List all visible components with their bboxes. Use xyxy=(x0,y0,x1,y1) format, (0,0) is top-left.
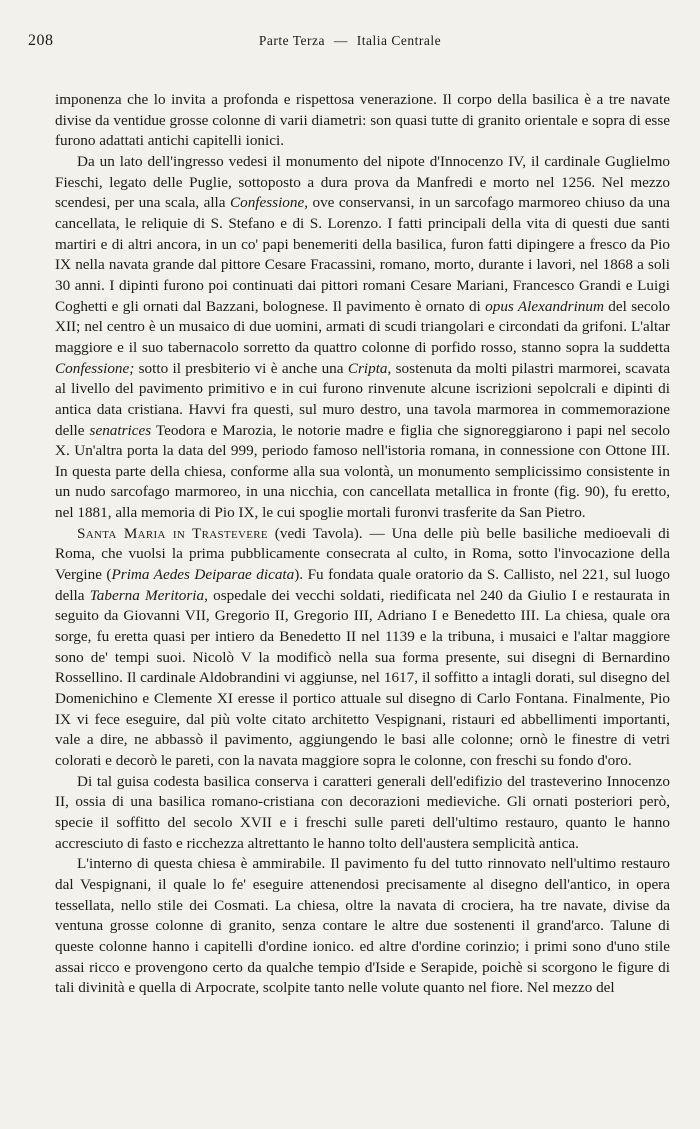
text-run: del secolo XII; nel centro è un musaico di due uomini, armati di scudi triangolari e circondati da grifoni. L'altar maggiore e il suo tabernacolo sorretto da quattro colonne di porfido rosso, stanno sopra la suddetta xyxy=(55,297,671,356)
small-caps-heading: Santa Maria in Trastevere xyxy=(77,524,268,542)
italic-text: Taberna Meritoria xyxy=(89,586,205,604)
italic-text: opus Alexandrinum xyxy=(485,297,604,315)
text-run: L'interno di questa chiesa è ammirabile. Il pavimento fu del tutto rinnovato nell'ultimo restauro dal Vespignani, il quale lo fe' eseguire attenendosi precisamente al disegno dell'antico, in opera tessellata, nello stile dei Cosmati. La chiesa, oltre la navata di crociera, ha tre navate, divise da ventuna grosse colonne di granito, senza contare le altre due sostenenti il grand'arco. Talune di queste colonne hanno i capitelli d'ordine ionico. ed altre d'ordine corinzio; i primi sono d'uno stile assai ricco e provengono certo da qualche tempio d'Iside e Serapide, poichè si scorgono le figure di tali divinità e quella di Arpocrate, scolpite tanto nelle volute quanto nel fiore. Nel mezzo del xyxy=(55,855,670,997)
text-run: imponenza che lo invita a profonda e rispettosa venerazione. Il corpo della basilica è a tre navate divise da ventidue grosse colonne di varii diametri: son quasi tutte di granito orientale e sopra di esse furono adattati antichi capitelli ionici. xyxy=(55,91,670,150)
text-run: sotto il presbiterio vi è anche una xyxy=(134,359,348,377)
italic-text: Prima Aedes Deiparae dicata xyxy=(111,566,295,584)
section-title: Parte Terza xyxy=(258,33,326,48)
body-text xyxy=(55,90,670,999)
running-head xyxy=(28,32,672,52)
text-run: , sostenuta da molti pilastri marmorei, scavata al livello del pavimento primitivo e in cui furono rinvenute alcune iscrizioni sepolcrali e dipinti di antica data cristiana. Havvi fra questi, sul muro destro, una tavola marmorea in commemorazione delle xyxy=(55,359,670,439)
title-separator: — xyxy=(333,33,348,48)
italic-text: senatrices xyxy=(89,421,152,439)
paragraph xyxy=(55,524,670,772)
paragraph xyxy=(55,772,670,855)
paragraph xyxy=(55,90,670,152)
italic-text: Confessione xyxy=(229,194,305,212)
text-run: , ospedale dei vecchi soldati, riedificata nel 240 da Giulio I e restaurata in seguito da Giovanni VII, Gregorio II, Gregorio III, Adriano I e Benedetto III. La chiesa, quale ora sorge, fu eretta quasi per intiero da Benedetto II nel 1139 e la tribuna, i musaici e l'altar maggiore sono de' tempi suoi. Nicolò V la modificò nella sua forma presente, sui disegni di Bernardino Rossellino. Il cardinale Aldobrandini vi aggiunse, nel 1617, il soffitto a intagli dorati, sul disegno del Domenichino e Clemente XI eresse il portico attuale sul disegno di Carlo Fontana. Finalmente, Pio IX vi fece eseguire, dal più volte citato architetto Vespignani, ristauri ed abbellimenti importanti, vale a dire, ne abbassò il pavimento, aggiungendo le basi alle colonne; ornò le finestre di vetri colorati e decorò le pareti, con la navata maggiore sopra le colonne, con freschi su fondo d'oro. xyxy=(55,586,670,769)
text-run: Teodora e Marozia, le notorie madre e figlia che signoreggiarono i papi nel secolo X. Un'altra porta la data del 999, periodo famoso nell'istoria romana, in connessione con Ottone III. In questa parte della chiesa, conforme alla sua volontà, un monumento semplicissimo consistente in un nudo sarcofago marmoreo, in una nicchia, con cancellata metallica in fronte (fig. 90), fu eretto, nel 1881, alla memoria di Pio IX, le cui spoglie mortali furonvi trasferite da San Pietro. xyxy=(55,421,671,522)
text-run: Da un lato dell'ingresso vedesi il monumento del nipote d'Innocenzo IV, il cardinale Guglielmo Fieschi, legato delle Puglie, sottoposto a dura prova da Manfredi e morto nel 1256. Nel mezzo scendesi, per una scala, alla xyxy=(55,152,670,212)
region-title: Italia Centrale xyxy=(356,33,442,48)
text-run: , ove conservansi, in un sarcofago marmoreo chiuso da una cancellata, le reliquie di S. Stefano e di S. Lorenzo. I fatti principali della vita di questi due santi martiri e di altri ancora, in un co' papi benemeriti della basilica, furon fatti dipingere a fresco da Pio IX nella navata grande dal pittore Cesare Fracassini, romano, morto, durante i lavori, nel 1868 a soli 30 anni. I dipinti furono poi continuati dai pittori romani Cesare Mariani, Francesco Grandi e Luigi Coghetti e gli ornati dal Bazzani, bolognese. Il pavimento è ornato di xyxy=(55,194,671,315)
paragraph xyxy=(55,854,670,999)
text-run: ). Fu fondata quale oratorio da S. Callisto, nel 221, sul luogo della xyxy=(55,566,671,604)
text-run: Di tal guisa codesta basilica conserva i caratteri generali dell'edifizio del trasteverino Innocenzo II, ossia di una basilica romano-cristiana con decorazioni medieviche. Gli ornati posteriori però, specie il soffitto del secolo XVII e i freschi sulle pareti dell'ultimo restauro, quanto le hanno accresciuto di fasto e ricchezza altrettanto le hanno tolto dell'austera semplicità antica. xyxy=(55,772,670,852)
paragraph xyxy=(55,152,670,524)
page-number: 208 xyxy=(28,32,54,49)
running-title xyxy=(28,33,672,49)
text-run: (vedi Tavola). — Una delle più belle basiliche medioevali di Roma, che vuolsi la prima pubblicamente consecrata al culto, in Roma, sotto l'invocazione della Vergine ( xyxy=(55,524,670,584)
italic-text: Cripta xyxy=(347,359,388,377)
italic-text: Confessione; xyxy=(55,359,135,377)
